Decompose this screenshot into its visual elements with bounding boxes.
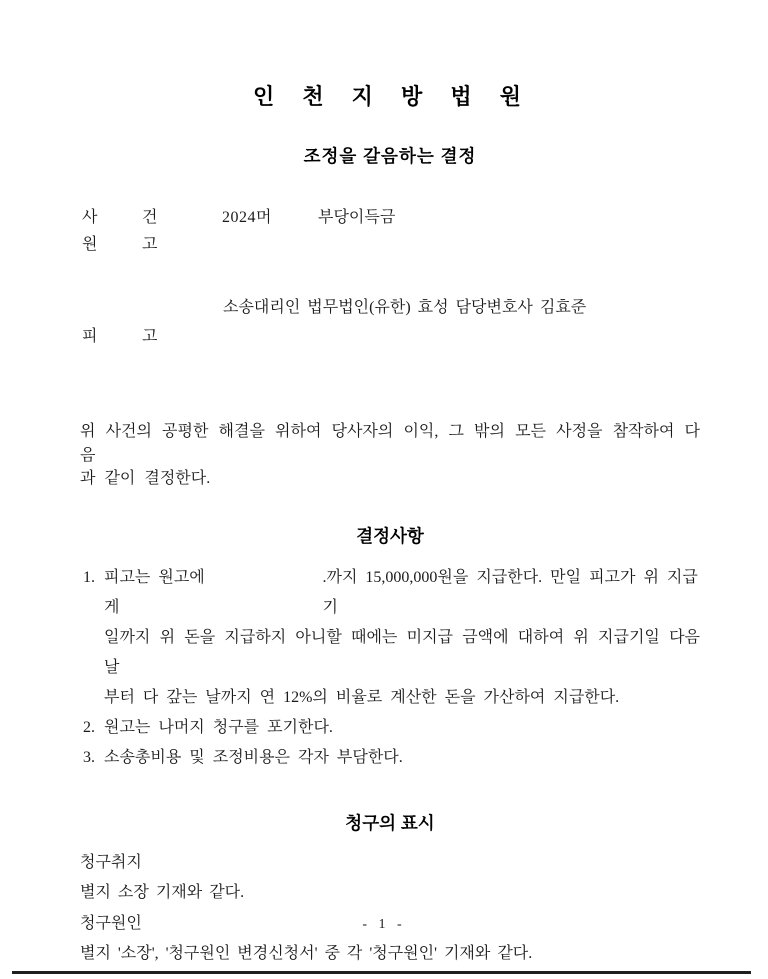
case-label-char1: 사: [82, 209, 98, 226]
decision-section-heading: 결정사항: [356, 525, 424, 546]
preamble-line-1: 위 사건의 공평한 해결을 위하여 당사자의 이익, 그 밖의 모든 사정을 참작하여 다음: [80, 423, 700, 464]
decision-item-1-text-after-blank: .까지 15,000,000원을 지급한다. 만일 피고가 위 지급기: [322, 568, 698, 616]
plaintiff-row: [80, 231, 700, 258]
claim-purpose-text: 별지 소장 기재와 같다.: [80, 884, 245, 901]
page-number: - 1 -: [362, 917, 406, 932]
plaintiff-label-char2: 고: [142, 236, 158, 253]
document-content: [80, 0, 700, 970]
decision-item-1-line-1: [104, 563, 700, 623]
claim-section-body: [80, 848, 700, 970]
claim-cause-label: 청구원인: [80, 914, 142, 932]
defendant-label-char1: 피: [82, 328, 98, 345]
case-name: 부당이득금: [318, 209, 396, 226]
redacted-date-blank: [216, 563, 322, 623]
decision-item-1-line-2: 일까지 위 돈을 지급하지 아니할 때에는 미지급 금액에 대하여 위 지급기일 다음날: [104, 628, 700, 676]
defendant-row: [80, 323, 700, 350]
decision-item-2-number: 2.: [83, 718, 95, 736]
defendant-label-char2: 고: [142, 328, 158, 345]
decision-item-2-text: 원고는 나머지 청구를 포기한다.: [104, 718, 333, 736]
court-name-heading: 인 천 지 방 법 원: [252, 84, 528, 109]
claim-section-heading: 청구의 표시: [345, 812, 435, 833]
case-number: 2024머: [222, 209, 272, 226]
decision-item-1-text-before-blank: 피고는 원고에게: [104, 568, 205, 616]
decision-item-3: [80, 743, 700, 773]
case-label-char2: 건: [142, 209, 158, 226]
case-info-block: [80, 204, 700, 350]
decision-preamble: [80, 420, 700, 491]
decision-item-1-number: 1.: [83, 568, 95, 586]
decision-items-list: [80, 563, 700, 773]
plaintiff-label-char1: 원: [82, 236, 98, 253]
plaintiff-counsel-line: 소송대리인 법무법인(유한) 효성 담당변호사 김효준: [223, 299, 587, 316]
page-bottom-rule: [12, 971, 751, 974]
decision-item-3-text: 소송총비용 및 조정비용은 각자 부담한다.: [104, 748, 403, 766]
case-number-row: [80, 204, 700, 231]
preamble-line-2: 과 같이 결정한다.: [80, 470, 211, 487]
decision-item-1: [80, 563, 700, 713]
claim-purpose-label: 청구취지: [80, 853, 142, 871]
decision-item-3-number: 3.: [83, 748, 95, 766]
document-title: 조정을 갈음하는 결정: [303, 146, 477, 166]
decision-item-1-line-3: 부터 다 갚는 날까지 연 12%의 비율로 계산한 돈을 가산하여 지급한다.: [104, 688, 620, 706]
decision-item-2: [80, 713, 700, 743]
claim-cause-text: 별지 '소장', '청구원인 변경신청서' 중 각 '청구원인' 기재와 같다.: [80, 945, 533, 962]
